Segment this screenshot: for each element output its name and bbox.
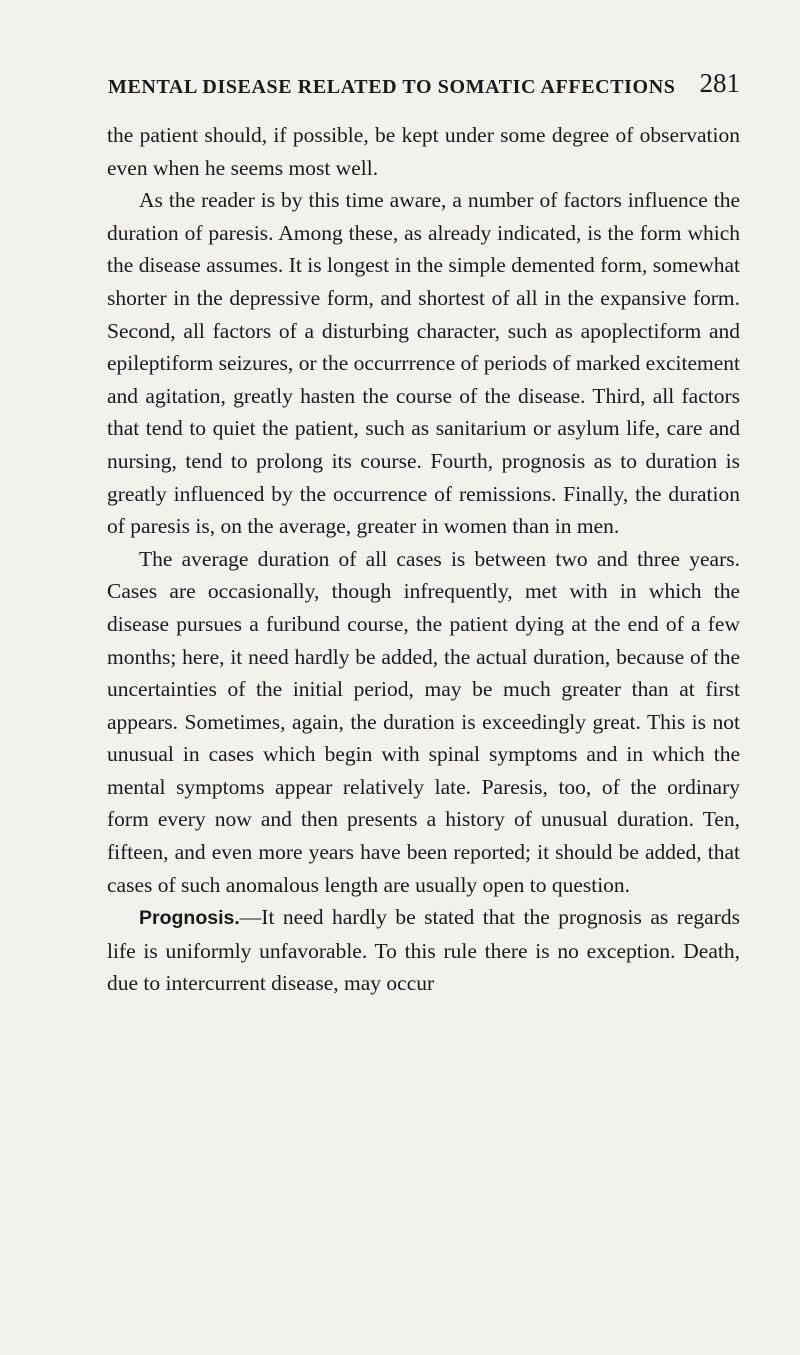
paragraph-continuation: the patient should, if possible, be kept under some degree of observation even when he seems most well. bbox=[107, 123, 740, 180]
section-heading-prognosis: Prognosis. bbox=[139, 907, 240, 930]
running-head bbox=[108, 68, 740, 102]
paragraph-prognosis bbox=[107, 901, 740, 1000]
paragraph-duration-factors: As the reader is by this time aware, a number of factors influence the duration of paresis. Among these, as already indicated, is the form which the disease assumes. It is longest in the simple demented form, somewhat shorter in the depressive form, and shortest of all in the expansive form. Second, all factors of a disturbing character, such as apoplectiform and epileptiform seizures, or the occurrrence of periods of marked excitement and agitation, greatly hasten the course of the disease. Third, all factors that tend to quiet the patient, such as sanitarium or asylum life, care and nursing, tend to prolong its course. Fourth, prognosis as to duration is greatly influenced by the occurrence of remissions. Finally, the duration of paresis is, on the average, greater in women than in men. bbox=[107, 188, 740, 539]
running-head-title: MENTAL DISEASE RELATED TO SOMATIC AFFECTIONS bbox=[108, 76, 676, 98]
body-text bbox=[107, 119, 740, 1000]
paragraph-prognosis-text: —It need hardly be stated that the prognosis as regards life is uniformly unfavorable. To this rule there is no exception. Death, due to intercurrent disease, may occur bbox=[107, 905, 740, 996]
paragraph-average-duration: The average duration of all cases is between two and three years. Cases are occasionally, though infrequently, met with in which the disease pursues a furibund course, the patient dying at the end of a few months; here, it need hardly be added, the actual duration, because of the uncertainties of the initial period, may be much greater than at first appears. Sometimes, again, the duration is exceedingly great. This is not unusual in cases which begin with spinal symptoms and in which the mental symptoms appear relatively late. Paresis, too, of the ordinary form every now and then presents a history of unusual duration. Ten, fifteen, and even more years have been reported; it should be added, that cases of such anomalous length are usually open to question. bbox=[107, 546, 740, 897]
page-number: 281 bbox=[699, 68, 740, 98]
